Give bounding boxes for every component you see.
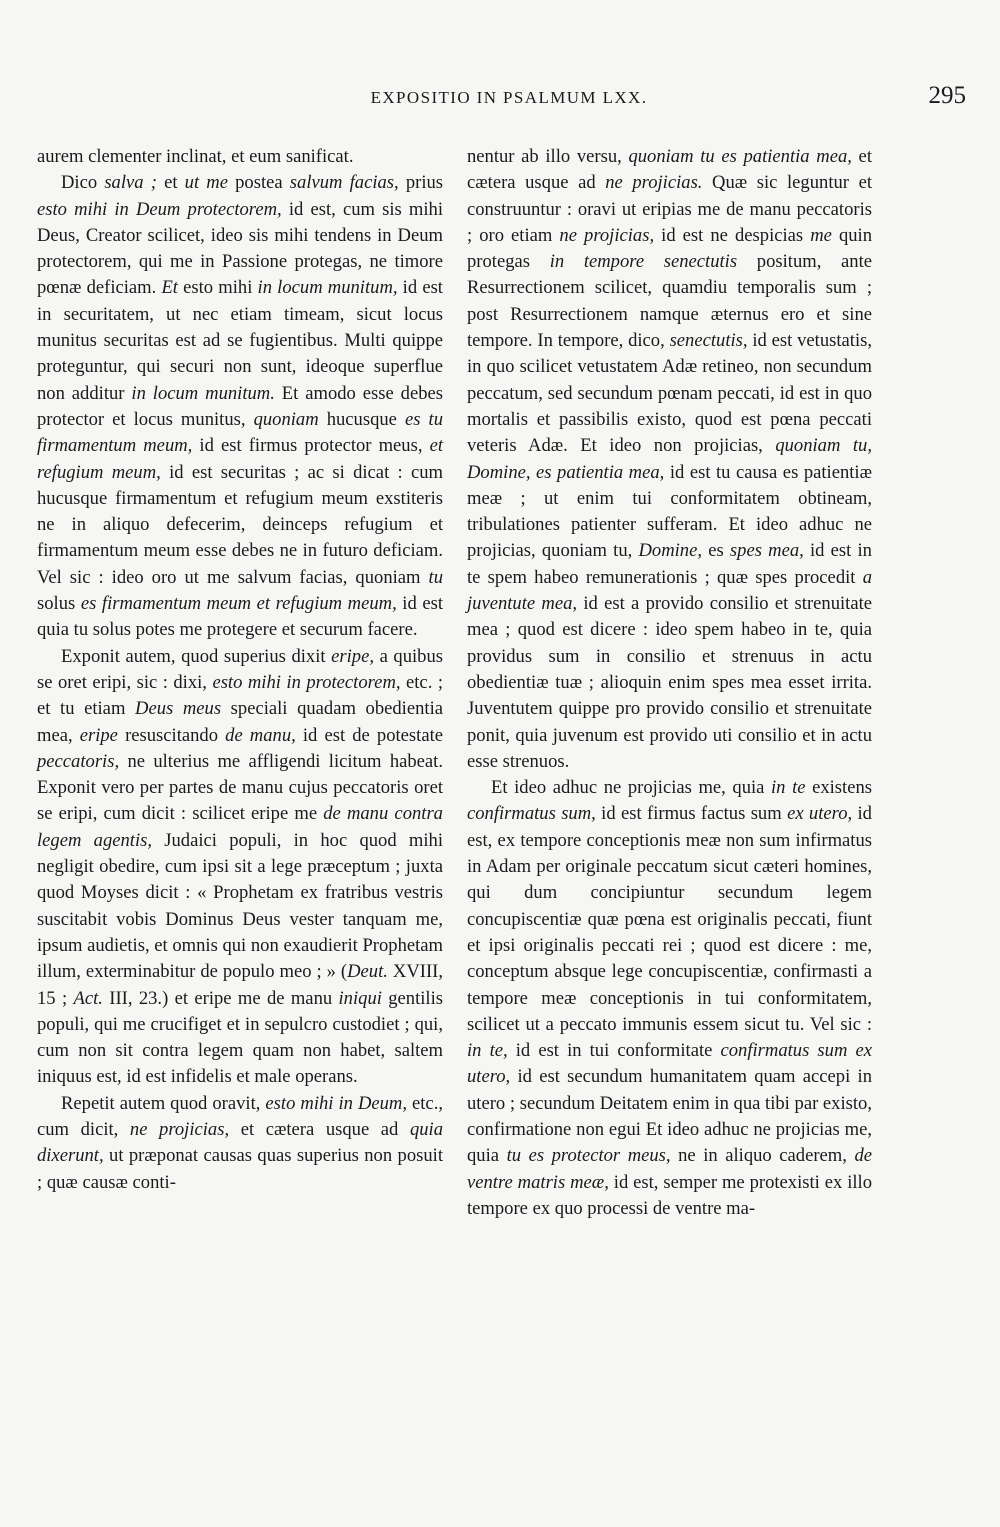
italic-text: ex utero, — [787, 803, 853, 825]
text-run: id est in tui conformitate — [507, 1040, 721, 1062]
italic-text: salvum facias, — [289, 172, 399, 194]
text-run: esto mihi — [177, 277, 258, 299]
text-run: existens — [805, 777, 872, 799]
text-run: Repetit autem quod oravit, — [61, 1092, 266, 1114]
text-run: positum, ante Resurrectionem scilicet, quamdiu temporalis sum ; post Resurrectionem namque æternus ero et sine tempore. In tempore, dico, — [467, 251, 873, 352]
right-column — [467, 144, 872, 1222]
italic-text: in locum munitum. — [131, 382, 275, 404]
text-run: Et amodo esse debes protector et locus munitus, — [37, 382, 443, 430]
italic-text: ne projicias. — [605, 172, 703, 194]
italic-text: confirmatus sum, — [467, 803, 596, 825]
italic-text: et refugium meum, — [37, 435, 443, 483]
text-run: Judaici populi, in hoc quod mihi negligit obedire, cum ipsi sit a lege præceptum ; juxta quod Moyses dicit : « Prophetam ex fratribus vestris suscitabit vobis Dominus Deus vester tanquam me, ipsum audietis, et omnis qui non exaudierit Prophetam illum, exterminabitur de populo meo ; » ( — [37, 829, 443, 983]
running-title: EXPOSITIO IN PSALMUM LXX. — [370, 88, 648, 107]
text-run: Dico — [61, 172, 105, 194]
paragraph — [37, 644, 443, 1091]
text-run: id est securitas ; ac si dicat : cum hucusque firmamentum et refugium meum exstiteris ne in aliquo defecerim, deinceps refugium et firmamentum meum esse debes ne in futuro deficiam. Vel sic : ideo oro ut me salvum facias, quoniam — [37, 461, 443, 588]
text-run: id est quia tu solus potes me protegere et securum facere. — [37, 593, 444, 641]
text-run: Et ideo adhuc ne projicias me, quia — [491, 777, 772, 799]
text-run: id est ne despicias — [654, 224, 811, 246]
text-run: hucusque — [318, 408, 405, 430]
text-run: postea — [227, 172, 290, 194]
italic-text: me — [810, 224, 832, 246]
text-run: aurem clementer inclinat, et eum sanificat. — [37, 146, 354, 167]
text-run: speciali quadam obedientia mea, — [37, 698, 443, 746]
text-run: III, 23.) et eripe me de manu — [102, 987, 339, 1009]
text-run: id est vetustatis, in quo scilicet vetustatem Adæ retineo, non secundum peccatum, sed secundum pœnam peccati, id est in quo mortalis et passibilis existo, quod est pœna peccati veteris Adæ. Et ideo non projicias, — [467, 330, 872, 457]
italic-text: de ventre matris meæ, — [467, 1145, 872, 1193]
italic-text: iniqui — [338, 987, 382, 1009]
italic-text: Act. — [73, 987, 103, 1009]
text-run: gentilis populi, qui me crucifiget et in sepulcro custodiet ; qui, cum non sit contra legem quam non habet, saltem iniquus est, id est infidelis et male operans. — [37, 987, 444, 1088]
text-run: quin protegas — [467, 224, 872, 273]
text-run: resuscitando — [117, 724, 226, 746]
text-run: etc. ; et tu etiam — [37, 671, 443, 720]
text-run: solus — [37, 593, 81, 615]
italic-text: peccatoris, — [37, 750, 120, 772]
italic-text: quoniam tu, Domine, es patientia mea, — [467, 435, 872, 483]
text-run: id est a provido consilio et strenuitate mea ; quod est dicere : ideo spem habeo in te, quia providus sum in consilio et strenuus in actu obedientiæ tuæ ; alioquin enim spes mea esset irrita. Juventutem quippe pro provido consilio et strenuitate ponit, quia juvenum est provido uti consilio et in actu esse strenuos. — [467, 593, 872, 772]
text-run: id est, ex tempore conceptionis meæ non sum infirmatus in Adam per originale peccatum sicut cæteri homines, qui dum concipiuntur secundum legem concupiscentiæ quæ pœna est originalis peccati, fiunt et ipsi originalis peccati rei ; quod est dicere : me, conceptum absque lege concupiscentiæ, confirmasti a tempore meæ conceptionis in tui conformitatem, scilicet ut a peccato immunis essem sicut tu. Vel sic : — [467, 803, 872, 1035]
italic-text: ne projicias, — [559, 224, 655, 246]
italic-text: esto mihi in Deum protectorem, — [37, 198, 282, 220]
page-number: 295 — [928, 82, 966, 109]
text-run: etc., cum dicit, — [37, 1092, 443, 1140]
italic-text: tu — [428, 566, 443, 588]
text-run: prius — [398, 172, 444, 194]
text-run: Exponit autem, quod superius dixit — [61, 645, 332, 667]
italic-text: salva ; — [104, 172, 157, 194]
italic-text: in te, — [467, 1040, 508, 1062]
left-column — [37, 144, 443, 1196]
italic-text: ne projicias, — [129, 1118, 230, 1140]
paragraph — [37, 144, 443, 170]
paragraph — [467, 775, 872, 1222]
text-run: et — [156, 172, 185, 194]
text-run: id est secundum humanitatem quam accepi in utero ; secundum Deitatem enim in qua tibi par existo, confirmatione non egui Et ideo adhuc ne projicias me, quia — [467, 1066, 872, 1167]
text-run: id est in securitatem, ut nec etiam timeam, sicut locus munitus securitas est ad se fugientibus. Multi quippe proteguntur, qui securi non sunt, ideoque superflue non additur — [37, 277, 443, 404]
page-header — [36, 82, 966, 118]
text-run: id est firmus factus sum — [595, 803, 788, 825]
italic-text: esto mihi in Deum, — [265, 1092, 407, 1114]
paragraph — [467, 144, 872, 775]
text-run: a quibus se oret eripi, sic : dixi, — [37, 645, 444, 693]
paragraph — [37, 1091, 443, 1196]
text-run: XVIII, 15 ; — [37, 961, 443, 1009]
italic-text: es firmamentum meum et refugium meum, — [80, 593, 397, 615]
text-run: Quæ sic leguntur et construuntur : oravi ut eripias me de manu peccatoris ; oro etiam — [467, 172, 872, 246]
paragraph — [37, 170, 443, 643]
italic-text: in te — [771, 777, 806, 799]
italic-text: Et — [161, 277, 178, 299]
italic-text: quoniam — [253, 408, 319, 430]
italic-text: in locum munitum, — [257, 277, 398, 299]
italic-text: tu es protector meus, — [506, 1145, 671, 1167]
text-run: et cætera usque ad — [467, 146, 872, 194]
text-run: id est in te spem habeo remunerationis ; quæ spes procedit — [467, 540, 872, 588]
text-run: id est, cum sis mihi Deus, Creator scilicet, ideo sis mihi tendens in Deum protectorem, qui me in Passione protegas, ne timore pœnæ deficiam. — [37, 198, 444, 299]
italic-text: quia dixerunt, — [37, 1118, 443, 1167]
italic-text: ut me — [184, 172, 228, 194]
text-run: et cætera usque ad — [229, 1118, 410, 1140]
italic-text: Deut. — [347, 961, 388, 983]
italic-text: spes mea, — [729, 540, 804, 562]
italic-text: senectutis, — [669, 330, 748, 352]
text-run: id est de potestate — [295, 724, 443, 746]
text-run: ne ulterius me affligendi licitum habeat. Exponit vero per partes de manu cujus peccatoris oret se eripi, cum dicit : scilicet eripe me — [37, 750, 443, 825]
text-run: id est tu causa es patientiæ meæ ; ut enim tui conformitatem obtineam, tribulationes patienter sufferam. Et ideo adhuc ne projicias, quoniam tu, — [467, 461, 872, 562]
italic-text: confirmatus sum ex utero, — [467, 1040, 872, 1088]
text-run: ne in aliquo caderem, — [670, 1145, 855, 1167]
italic-text: a juventute mea, — [467, 566, 872, 615]
italic-text: de manu, — [225, 724, 296, 746]
text-run: id est, semper me protexisti ex illo tempore ex quo processi de ventre ma- — [467, 1171, 872, 1219]
italic-text: eripe — [79, 724, 118, 746]
italic-text: eripe, — [331, 645, 374, 667]
italic-text: Deus meus — [135, 698, 222, 720]
text-run: id est firmus protector meus, — [192, 435, 430, 457]
italic-text: es tu firmamentum meum, — [37, 408, 443, 457]
text-run: nentur ab illo versu, — [467, 146, 629, 167]
italic-text: esto mihi in protectorem, — [212, 671, 401, 693]
italic-text: quoniam tu es patientia mea, — [628, 146, 852, 167]
text-run: es — [702, 540, 730, 562]
italic-text: Domine, — [638, 540, 703, 562]
text-run: ut præponat causas quas superius non posuit ; quæ causæ conti- — [37, 1145, 443, 1193]
italic-text: in tempore senectutis — [549, 251, 738, 273]
italic-text: de manu contra legem agentis, — [37, 803, 443, 851]
